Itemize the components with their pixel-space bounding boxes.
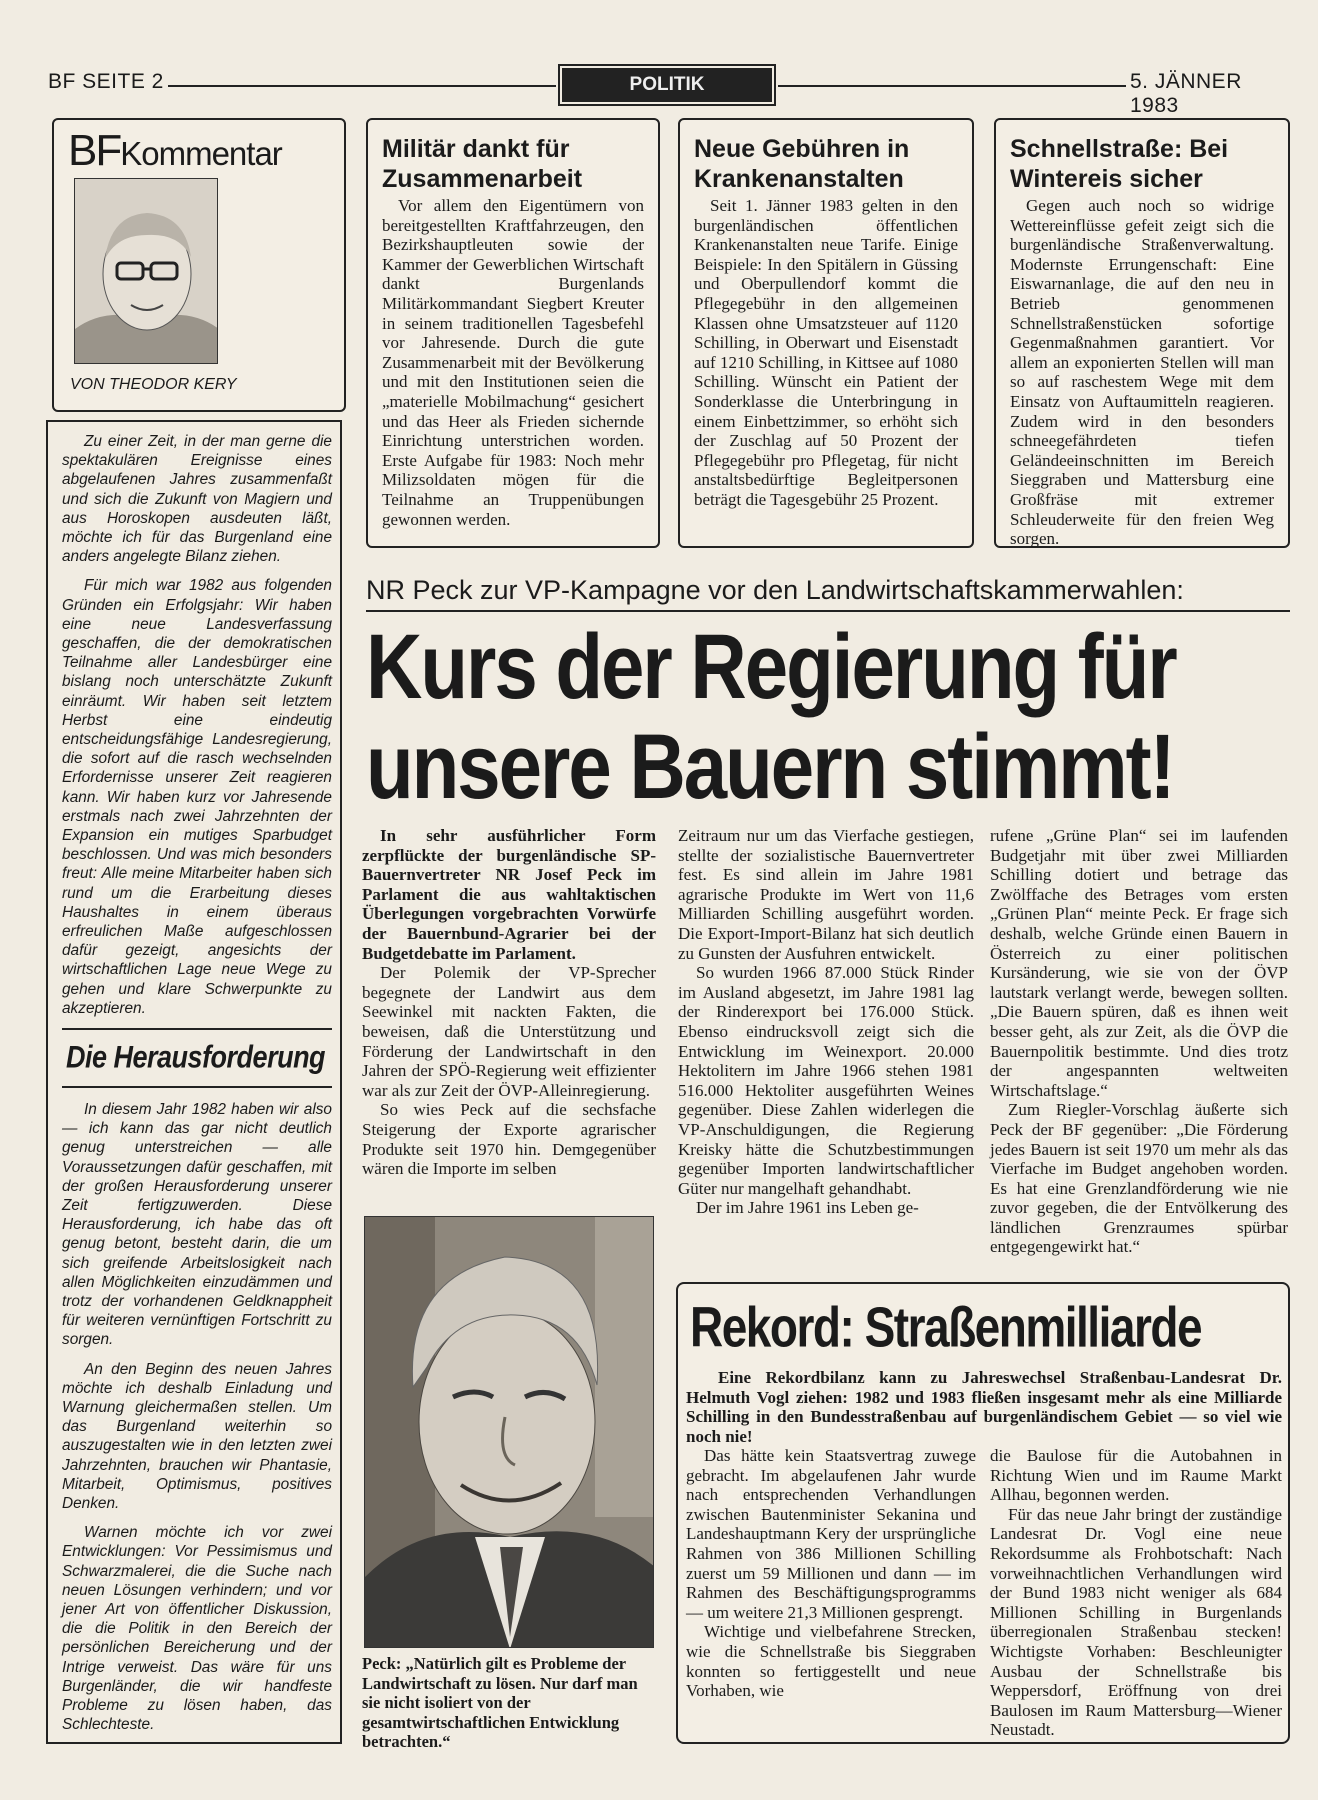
- article-col-1: [362, 826, 656, 1179]
- logo-word: Kommentar: [120, 135, 282, 172]
- kommentar-paragraph: An den Beginn des neuen Jahres möchte ich deshalb Einladung und Warnung gleichermaßen stellen. Um das Burgenland weiterhin so auszugestalten wie in den letzten zwei Jahrzehnten, brauchen wir Phantasie, Mitarbeit, Optimismus, positives Denken.: [62, 1360, 332, 1513]
- article-col-3: [990, 826, 1288, 1257]
- section-label: POLITIK: [562, 68, 772, 102]
- box-schnellstrasse-title: Schnellstraße: Bei Wintereis sicher: [1010, 135, 1229, 193]
- peck-caption: Peck: „Natürlich gilt es Probleme der Landwirtschaft zu lösen. Nur darf man sie nicht isoliert von der gesamtwirtschaftlichen Entwicklung betrachten.“: [362, 1654, 638, 1752]
- article-paragraph: So wurden 1966 87.000 Stück Rinder im Ausland abgesetzt, im Jahre 1981 lag der Rinderexport bei 176.000 Stück. Ebenso eindrucksvoll zeigt sich die Entwicklung im Weinexport. 20.000 Hektolitern im Jahre 1966 stehen 1981 516.000 Hektoliter ausgeführten Weines gegenüber. Diese Zahlen widerlegen die VP-Anschuldigungen, die Regierung Kreisky hätte die Schutzbestimmungen gegenüber Importen landwirtschaftlicher Güter nur mangelhaft gehandhabt.: [678, 963, 974, 1198]
- article-lead: In sehr ausführlicher Form zerpflückte der burgenländische SP-Bauernvertreter NR Josef Peck im Parlament die aus wahltaktischen Überlegungen vorgebrachten Vorwürfe der Bauernbund-Agrarier bei der Budgetdebatte im Parlament.: [362, 826, 656, 963]
- article-col-2: [678, 826, 974, 1218]
- rekord-lead: Eine Rekordbilanz kann zu Jahreswechsel Straßenbau-Landesrat Dr. Helmuth Vogl ziehen: 1982 und 1983 fließen insgesamt mehr als eine Milliarde Schilling in den Bundesstraßenbau auf burgenländischem Gebiet — so viel wie noch nie!: [686, 1368, 1282, 1446]
- page-label: BF SEITE 2: [48, 70, 164, 93]
- peck-photo: [364, 1216, 654, 1648]
- rekord-paragraph: die Baulose für die Autobahnen in Richtung Wien und im Raume Markt Allhau, begonnen werden.: [990, 1446, 1282, 1505]
- rekord-col-2: [990, 1446, 1282, 1740]
- article-paragraph: Der im Jahre 1961 ins Leben ge-: [696, 1198, 919, 1218]
- box-gebuehren-text: Seit 1. Jänner 1983 gelten in den burgenländischen öffentlichen Krankenanstalten neue Tarife. Einige Beispiele: In den Spitälern in Güssing und Oberpullendorf kommt die Pflegegebühr in den allgemeinen Klassen ohne Umsatzsteuer auf 1120 Schilling, in Oberwart und Eisenstadt auf 1210 Schilling, in Kittsee auf 1080 Schilling. Wünscht ein Patient der Sonderklasse die Unterbringung in einem Einbettzimmer, so erhöht sich der Zuschlag auf 50 Prozent der Pflegegebühr pro Pflegetag, für nicht anstaltsbedürftige Begleitpersonen beträgt die Tagesgebühr 25 Prozent.: [694, 196, 958, 509]
- subhead-rule-bottom: [62, 1086, 332, 1088]
- box-militaer-text: Vor allem den Eigentümern von bereitgestellten Kraftfahrzeugen, den Bezirkshauptleuten sowie der Kammer der Gewerblichen Wirtschaft dankt Burgenlands Militärkommandant Siegbert Kreuter in seinem traditionellen Tagesbefehl vor Jahresende. Durch die gute Zusammenarbeit mit der Bevölkerung und mit den Institutionen seien die „materielle Mobilmachung“ gesichert und das Heer als Frieden sichernde Einrichtung unterstrichen worden. Erste Aufgabe für 1983: Noch mehr Milizsoldaten mögen für die Teilnahme an Truppenübungen gewonnen werden.: [382, 196, 644, 529]
- box-militaer: [366, 118, 660, 548]
- kommentar-paragraph: Für mich war 1982 aus folgenden Gründen ein Erfolgsjahr: Wir haben eine neue Landesverfassung geschaffen, die der demokratischen Teilnahme aller Landesbürger eine bislang noch unterschätzte Zukunft einräumt. Wir haben seit letztem Herbst eine eindeutig entscheidungsfähige Landesregierung, die sofort auf die rasch wechselnden Erfordernisse unserer Zeit reagieren kann. Wir haben kurz vor Jahresende erstmals nach zwei Jahrzehnten der Expansion ein mutiges Sparbudget beschlossen. Und was mich besonders freut: Alle meine Mitarbeiter haben sich rund um die Erarbeitung dieses Haushaltes in einem überaus erfreulichen Maße aufgeschlossen dafür gezeigt, angesichts der wirtschaftlichen Lage neue Wege zu gehen und klare Schwerpunkte zu akzeptieren.: [62, 577, 332, 1017]
- rekord-paragraph: Für das neue Jahr bringt der zuständige Landesrat Dr. Vogl eine neue Rekordsumme als Frohbotschaft: Nach vorweihnachtlichen Verhandlungen wird der Bund 1983 nicht weniger als 684 Millionen Schilling in Burgenlands überregionalen Straßenbau stecken! Wichtigste Vorhaben: Beschleunigter Ausbau der Schnellstraße bis Weppersdorf, Eröffnung von drei Baulosen im Raum Mattersburg—Wiener Neustadt.: [990, 1504, 1282, 1740]
- article-paragraph: Zum Riegler-Vorschlag äußerte sich Peck der BF gegenüber: „Die Förderung jedes Bauern ist seit 1970 um mehr als das Vierfache im Budget angehoben worden. Es hat eine Grenzlandförderung wie nie zuvor gegeben, die der Entvölkerung des ländlichen Grenzraumes spürbar entgegengewirkt hat.“: [990, 1100, 1288, 1257]
- article-headline-line1: Kurs der Regierung für: [366, 614, 1176, 719]
- rekord-paragraph: Wichtige und vielbefahrene Strecken, wie die Schnellstraße bis Sieggraben konnten so fertiggestellt und neue Vorhaben, wie: [686, 1622, 976, 1701]
- article-headline-line2: unsere Bauern stimmt!: [366, 714, 1174, 819]
- header-rule-right: [778, 85, 1126, 87]
- article-paragraph: So wies Peck auf die sechsfache Steigerung der Exporte agrarischer Produkte seit 1970 hin. Demgegenüber wären die Importe im selben: [362, 1100, 656, 1179]
- kicker-rule: [366, 610, 1290, 612]
- header-rule-left: [168, 85, 556, 87]
- article-paragraph: Zeitraum nur um das Vierfache gestiegen, stellte der sozialistische Bauernvertreter fest. Es sind allein im Jahre 1981 agrarische Produkte im Wert von 11,6 Milliarden Schilling ausgeführt worden. Die Export-Import-Bilanz hat sich deutlich zu Gunsten der Ausfuhren entwickelt.: [678, 826, 974, 963]
- box-schnellstrasse-text: Gegen auch noch so widrige Wettereinflüsse gefeit zeigt sich die burgenländische Straßenverwaltung. Modernste Errungenschaft: Eine Eiswarnanlage, die auf den neu in Betrieb genommenen Schnellstraßenstücken sofortige Gegenmaßnahmen garantiert. Vor allem an exponierten Stellen will man so auf raschestem Wege mit dem Einsatz von Auftaumitteln reagieren. Zudem wird in den besonders schneegefährdeten tiefen Geländeeinschnitten im Bereich Sieggraben und Mattersburg eine Großfräse mit extremer Schleuderweite für den freien Weg sorgen.: [1010, 196, 1274, 549]
- box-militaer-title: Militär dankt für Zusammenarbeit: [382, 135, 583, 193]
- kommentar-paragraph: In diesem Jahr 1982 haben wir also — ich kann das gar nicht deutlich genug unterstreichen — alle Voraussetzungen dafür geschaffen, mit der großen Herausforderung unserer Zeit fertigzuwerden. Diese Herausforderung, ich habe das oft genug betont, besteht darin, die um sich greifende Arbeitslosigkeit nach allen Möglichkeiten einzudämmen und trotz der vorhandenen Geldknappheit für weiteren vernünftigen Fortschritt zu sorgen.: [62, 1101, 332, 1349]
- box-gebuehren-title: Neue Gebühren in Krankenanstalten: [694, 135, 910, 193]
- article-paragraph: rufene „Grüne Plan“ sei im laufenden Budgetjahr mit über zwei Milliarden Schilling dotiert und betrage das Zwölffache des Betrages vom ersten „Grünen Plan“ meinte Peck. Er frage sich deshalb, welche Gründe einen Bauern in Österreich zu einer politischen Kursänderung, wie sie von der ÖVP lautstark verlangt werde, bewegen sollten. „Die Bauern spüren, daß es ihnen weit besser geht, als zur Zeit, als die ÖVP die Bauernpolitik bestimmte. Und dies trotz der angespannten weltweiten Wirtschaftslage.“: [990, 826, 1288, 1100]
- box-gebuehren: [678, 118, 974, 548]
- kommentar-paragraph: Zu einer Zeit, in der man gerne die spektakulären Ereignisse eines abgelaufenen Jahres zusammenfaßt und sich die Zukunft von Magiern und aus Horoskopen ausdeuten läßt, möchte ich für das Burgenland eine anders angelegte Bilanz ziehen.: [62, 433, 332, 566]
- kommentar-subhead: Die Herausforderung: [66, 1040, 326, 1075]
- kommentar-text-2: [62, 1100, 332, 1745]
- kommentar-byline: VON THEODOR KERY: [70, 376, 237, 393]
- article-paragraph: Der Polemik der VP-Sprecher begegnete der Landwirt aus dem Seewinkel mit nackten Fakten, die beweisen, daß die Unterstützung und Förderung der Landwirtschaft in den Jahren der SPÖ-Regierung weit effizienter war als zur Zeit der ÖVP-Alleinregierung.: [362, 963, 656, 1100]
- rekord-paragraph: Das hätte kein Staatsvertrag zuwege gebracht. Im abgelaufenen Jahr wurde nach entsprechenden Verhandlungen zwischen Bautenminister Sekanina und Landeshauptmann Kery der ursprüngliche Rahmen von 386 Millionen Schilling zuerst um 59 Millionen und dann — im Rahmen des Beschäftigungsprogramms — um weitere 21,3 Millionen gesprengt.: [686, 1446, 976, 1622]
- kommentar-text: [62, 432, 332, 1028]
- kommentar-header-box: [52, 118, 346, 412]
- logo-bf: BF: [68, 126, 121, 175]
- rekord-col-1: [686, 1446, 976, 1701]
- article-kicker: NR Peck zur VP-Kampagne vor den Landwirtschaftskammerwahlen:: [366, 575, 1184, 605]
- box-schnellstrasse: [994, 118, 1290, 548]
- author-portrait: [74, 178, 218, 364]
- kommentar-paragraph: Warnen möchte ich vor zwei Entwicklungen: Vor Pessimismus und Schwarzmalerei, die die Suche nach neuen Lösungen verhindern; und vor jener Art von öffentlicher Diskussion, die die Politik in den Bereich der persönlichen Bereicherung und der Intrige verweist. Das wäre für uns Burgenländer, die wir handfeste Probleme zu lösen haben, das Schlechteste.: [62, 1524, 332, 1734]
- kommentar-logo: [68, 126, 282, 176]
- subhead-rule-top: [62, 1028, 332, 1030]
- page-date: 5. JÄNNER 1983: [1130, 70, 1242, 117]
- rekord-title: Rekord: Straßenmilliarde: [690, 1295, 1202, 1359]
